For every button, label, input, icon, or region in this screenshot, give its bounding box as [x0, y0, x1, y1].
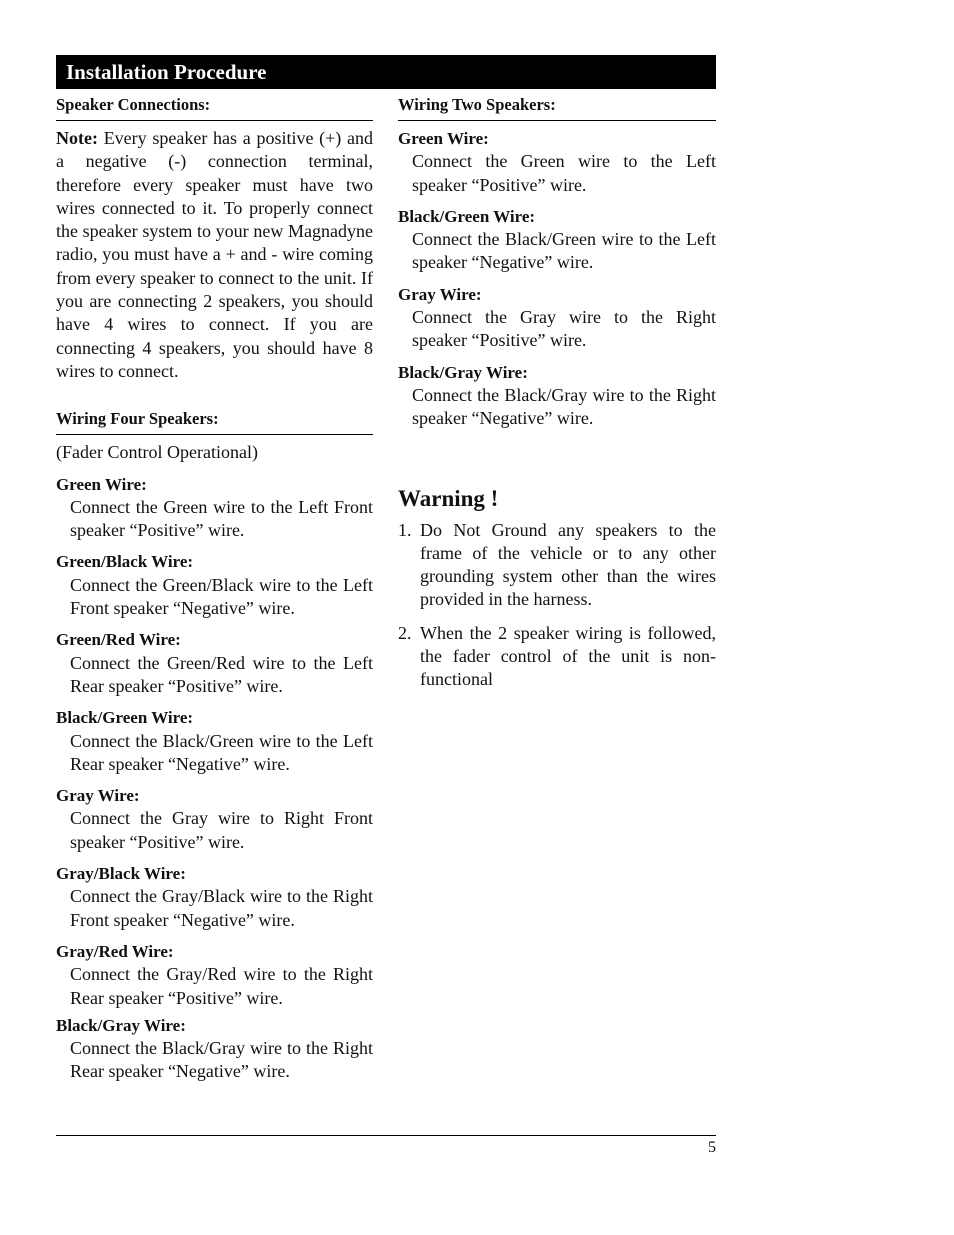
wire-label: Green Wire: [56, 474, 147, 494]
two-speakers-heading: Wiring Two Speakers: [398, 93, 716, 121]
wire-description: Connect the Gray wire to Right Front speaker “Positive” wire. [70, 808, 373, 852]
wire-item [56, 473, 373, 543]
wire-item [56, 706, 373, 776]
left-column [56, 93, 373, 1084]
warning-text: Do Not Ground any speakers to the frame of the vehicle or to any other grounding system other than the wires provided in the harness. [420, 519, 716, 610]
wire-label: Green Wire: [398, 129, 489, 148]
note-text: Every speaker has a positive (+) and a negative (-) connection terminal, therefore every speaker must have two wires connected to it. To properly connect the speaker system to your new Magnadyne radio, you must have a + and - wire coming from every speaker to connect to the unit. If you are connecting 2 speakers, you should have 4 wires to connect. If you are connecting 4 speakers, you should have 8 wires to connect. [56, 128, 373, 381]
wire-description: Connect the Black/Gray wire to the Right speaker “Negative” wire. [412, 384, 716, 429]
wire-label: Gray/Red Wire: [56, 941, 174, 961]
wire-description: Connect the Green wire to the Left Front speaker “Positive” wire. [70, 496, 373, 541]
wire-item [56, 940, 373, 1010]
wire-item [398, 361, 716, 431]
wire-item [398, 205, 716, 275]
wire-description: Connect the Green/Red wire to the Left Rear speaker “Positive” wire. [70, 652, 373, 696]
warning-item [398, 622, 716, 692]
right-column [398, 93, 716, 702]
wire-label: Gray Wire: [398, 284, 482, 304]
wire-description: Connect the Green wire to the Left speaker “Positive” wire. [412, 151, 716, 195]
wire-item [56, 862, 373, 932]
wire-item [56, 550, 373, 620]
wire-label: Black/Green Wire: [398, 206, 536, 226]
page-number: 5 [708, 1139, 716, 1156]
wire-description: Connect the Green/Black wire to the Left Front speaker “Negative” wire. [70, 574, 373, 619]
warning-number: 2. [398, 622, 412, 643]
wire-description: Connect the Gray/Red wire to the Right Rear speaker “Positive” wire. [70, 964, 373, 1008]
wire-description: Connect the Black/Green wire to the Left Rear speaker “Negative” wire. [70, 730, 373, 774]
wire-label: Gray Wire: [56, 786, 140, 806]
wire-label: Black/Gray Wire: [56, 1015, 186, 1035]
speaker-note [56, 127, 373, 383]
footer-divider [56, 1135, 716, 1136]
wire-label: Black/Green Wire: [56, 708, 194, 728]
warning-title: Warning ! [398, 485, 499, 511]
wire-item [56, 784, 373, 854]
wire-description: Connect the Black/Green wire to the Left speaker “Negative” wire. [412, 229, 716, 273]
speaker-connections-heading: Speaker Connections: [56, 93, 373, 121]
wire-item [56, 628, 373, 698]
wire-description: Connect the Gray/Black wire to the Right Front speaker “Negative” wire. [70, 886, 373, 930]
four-speakers-heading: Wiring Four Speakers: [56, 407, 373, 435]
wire-item [398, 127, 716, 197]
wire-label: Black/Gray Wire: [398, 362, 528, 382]
warning-number: 1. [398, 519, 412, 540]
warning-item [398, 519, 716, 612]
wire-label: Green/Red Wire: [56, 630, 181, 650]
wire-item [56, 1014, 373, 1084]
fader-note: (Fader Control Operational) [56, 442, 258, 463]
note-label: Note: [56, 128, 98, 148]
wire-item [398, 283, 716, 353]
wire-description: Connect the Gray wire to the Right speaker “Positive” wire. [412, 307, 716, 351]
wire-label: Green/Black Wire: [56, 552, 194, 572]
section-banner: Installation Procedure [56, 55, 716, 89]
warning-text: When the 2 speaker wiring is followed, the fader control of the unit is non-functional [420, 622, 716, 690]
wire-label: Gray/Black Wire: [56, 864, 186, 884]
wire-description: Connect the Black/Gray wire to the Right Rear speaker “Negative” wire. [70, 1038, 373, 1082]
